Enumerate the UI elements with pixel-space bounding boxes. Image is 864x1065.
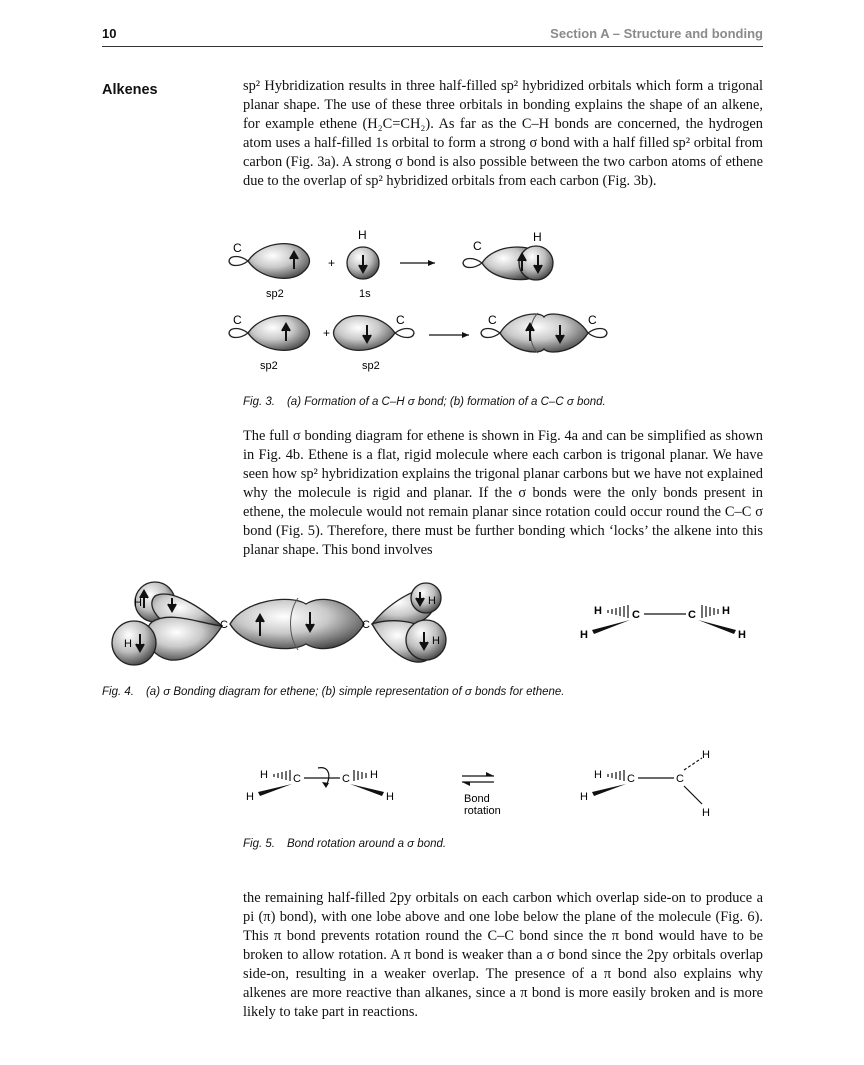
fig4-caption-number: Fig. 4. [102,686,134,698]
fig5-left-label-h3: H [246,791,254,803]
fig4a-label-h4: H [432,635,440,647]
fig3b-product-label-c1: C [488,313,497,327]
fig5-left-label-c2: C [342,773,350,785]
fig5-right-label-h2: H [702,749,710,761]
fig5-rotation-arrowhead [322,782,329,788]
fig5-left-wedge-bond-2 [350,784,384,796]
fig5-left-label-c1: C [293,773,301,785]
fig4a-left-h-front [112,621,156,665]
fig5-left-hashed-bond-1 [274,770,290,781]
fig5-left-wedge-bond-1 [258,784,292,796]
fig5-right-label-h3: H [702,807,710,819]
fig5-right-wedge-bond [592,784,626,796]
fig5-right-structure [580,749,710,819]
fig5-right-label-c1: C [627,773,635,785]
fig5-right-label-h1: H [594,769,602,781]
fig4b-label-h-lower-left: H [580,629,588,641]
fig3a-label-h: H [358,228,367,242]
fig3a-label-c1: C [233,241,242,255]
fig4a-label-c-left: C [220,619,228,631]
fig5-right-label-c2: C [676,773,684,785]
fig3b-label-sp2-1: sp2 [260,360,278,372]
fig4a-label-h3: H [428,595,436,607]
fig5-caption [243,838,446,850]
side-heading: Alkenes [102,82,158,98]
fig5-left-structure [246,768,394,803]
fig4b-label-h-upper-right: H [722,605,730,617]
fig3a-label-sp2-1: sp2 [266,288,284,300]
fig3-caption-text: (a) Formation of a C–H σ bond; (b) formation of a C–C σ bond. [286,396,606,408]
paragraph-2 [243,427,763,560]
fig3b-reaction-arrow [429,332,469,338]
paragraph-1 [243,77,763,191]
fig3-caption-number: Fig. 3. [243,396,275,408]
fig3b-label-sp2-2: sp2 [362,360,380,372]
fig3a-reaction-arrow [400,260,435,266]
fig5-diagram [240,744,720,824]
fig5-left-label-h4: H [386,791,394,803]
fig5-right-bond-up [684,758,702,770]
fig4b-hashed-bond-right [702,605,718,618]
fig4b-label-h-lower-right: H [738,629,746,641]
fig4a-diagram [110,576,480,676]
fig5-right-label-h4: H [580,791,588,803]
paragraph-2-text: The full σ bonding diagram for ethene is shown in Fig. 4a and can be simplified as shown in Fig. 4b. Ethene is a flat, rigid molecule where each carbon is trigonal planar. We have seen how sp² hybridization explains the trigonal planar carbons but we have not explained why the molecule is rigid and planar. If the σ bonds were the only bonds present in ethene, the molecule would not remain planar since rotation could occur round the C–C σ bond (Fig. 5). Therefore, there must be further bonding which ‘locks’ the alkene into this planar shape. This bond involves [243,428,763,558]
fig3b-label-c2: C [396,313,405,327]
paragraph-1-text: sp² Hybridization results in three half-filled sp² hybridized orbitals which form a trigonal planar shape. The use of these three orbitals in bonding explains the shape of an alkene, for example ethene (H₂C=CH₂). As far as the C–H bonds are concerned, the hydrogen atom uses a half-filled 1s orbital to form a strong σ bond with a half filled sp² orbital from carbon (Fig. 3a). A strong σ bond is also possible between the two carbon atoms of ethene due to the overlap of sp² hybridized orbitals from each carbon (Fig. 3b). [243,78,763,189]
fig4b-wedge-bond-left [592,620,630,634]
fig4b-label-h-upper-left: H [594,605,602,617]
fig3a-product-label-h: H [533,230,542,244]
fig5-caption-number: Fig. 5. [243,838,275,850]
fig3b-label-c1: C [233,313,242,327]
fig4b-hashed-bond-left [608,605,628,618]
fig4b-wedge-bond-right [698,620,736,634]
fig3-diagram [220,225,640,385]
fig5-bond-rotation-label-2: rotation [464,805,501,817]
fig4b-label-c-right: C [688,609,696,621]
fig5-left-label-h2: H [370,769,378,781]
fig5-right-bond-down [684,786,702,804]
fig4a-right-h-front [406,620,446,660]
fig4a-label-h1: H [134,597,142,609]
fig4a-label-c-right: C [362,619,370,631]
fig3a-product-label-c: C [473,239,482,253]
fig3a-plus: + [328,256,336,270]
fig5-bond-rotation-label-1: Bond [464,793,490,805]
fig3b-product-label-c2: C [588,313,597,327]
fig4-caption [102,686,565,698]
paragraph-3 [243,889,763,1022]
fig3a-label-1s: 1s [359,288,371,300]
fig4a-cc-sigma-bond [230,598,364,650]
paragraph-3-text: the remaining half-filled 2py orbitals on each carbon which overlap side-on to produce a pi (π) bond), with one lobe above and one lobe below the plane of the molecule (Fig. 6). This π bond prevents rotation round the C–C bond since the π bond would have to be broken to allow rotation. A π bond is weaker than a σ bond since the 2py orbitals overlap side-on, resulting in a weaker overlap. The presence of a π bond also explains why alkenes are more reactive than alkanes, since a π bond is more easily broken and is more likely to take part in reactions. [243,890,763,1020]
fig4a-label-h2: H [124,638,132,650]
page-number: 10 [102,26,117,41]
fig5-right-hashed-bond [608,770,624,781]
fig4a-right-h-back [411,583,441,613]
fig3b-plus: + [323,326,331,340]
fig5-caption-text: Bond rotation around a σ bond. [286,838,447,850]
fig3-caption [243,396,606,408]
fig3a-hydrogen-1s-orbital [347,247,379,279]
section-title: Section A – Structure and bonding [550,26,763,41]
header-rule [102,46,763,47]
fig4-caption-text: (a) σ Bonding diagram for ethene; (b) simple representation of σ bonds for ethene. [145,686,565,698]
fig4a-left-ch-lobe-lower [146,617,222,660]
fig4b-structure [570,596,760,646]
fig5-left-hashed-bond-2 [354,770,366,781]
fig4b-label-c-left: C [632,609,640,621]
fig5-equilibrium-arrows [462,772,494,786]
fig5-left-label-h1: H [260,769,268,781]
